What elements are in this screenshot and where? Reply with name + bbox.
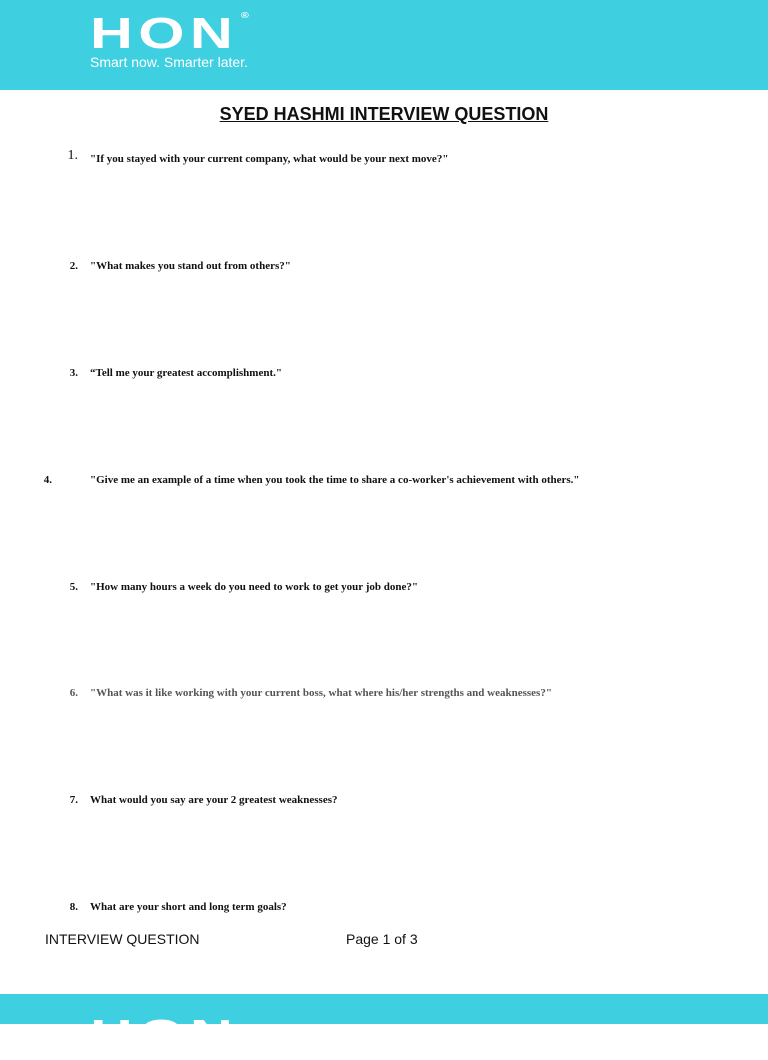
hon-logo <box>90 9 249 58</box>
question-text: "What makes you stand out from others?" <box>90 260 291 272</box>
header-banner <box>0 0 768 90</box>
question-text: "What was it like working with your current boss, what where his/her strengths and weaknesses?" <box>90 687 552 699</box>
question-number: 3. <box>69 367 78 379</box>
question-number: 5. <box>69 581 78 593</box>
question-text: What would you say are your 2 greatest weaknesses? <box>90 794 338 806</box>
hon-logo-partial: HON <box>90 1011 239 1060</box>
question-number: 8. <box>69 901 78 913</box>
trademark-mark: ® <box>240 11 249 20</box>
logo-text: HON <box>90 9 239 58</box>
question-text: “Tell me your greatest accomplishment." <box>90 367 282 379</box>
footer-label: INTERVIEW QUESTION <box>45 931 200 947</box>
question-number: 1. <box>67 148 78 163</box>
page-number: Page 1 of 3 <box>346 931 418 947</box>
next-page-banner <box>0 994 768 1060</box>
document-title: SYED HASHMI INTERVIEW QUESTION <box>219 104 549 124</box>
question-text: "How many hours a week do you need to work to get your job done?" <box>90 581 418 593</box>
question-number: 4. <box>43 474 52 486</box>
question-number: 6. <box>69 687 78 699</box>
question-number: 7. <box>69 794 78 806</box>
question-text: "If you stayed with your current company, what would be your next move?" <box>90 153 449 165</box>
question-number: 2. <box>69 260 78 272</box>
question-text: What are your short and long term goals? <box>90 901 287 913</box>
question-text: "Give me an example of a time when you took the time to share a co-worker's achievement with others." <box>90 474 580 486</box>
tagline: Smart now. Smarter later. <box>90 54 248 70</box>
